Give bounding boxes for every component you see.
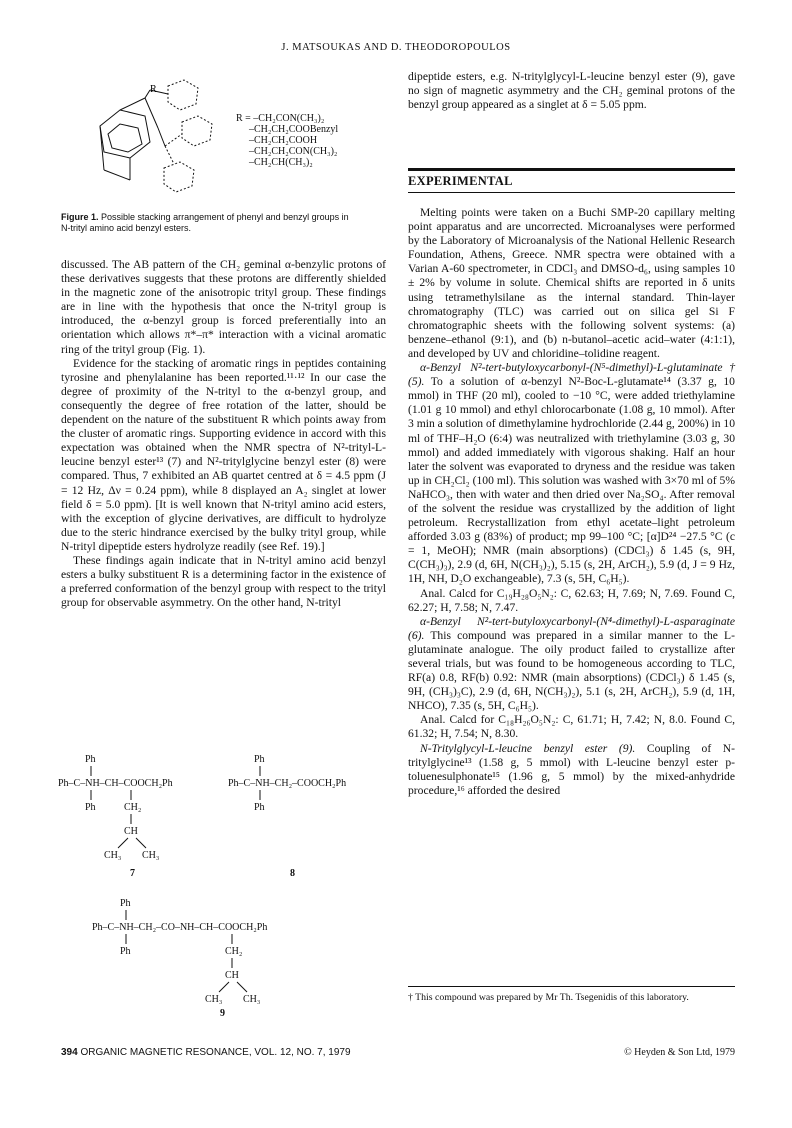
compound-title: α-Benzyl N²-tert-butyloxycarbonyl-(N⁵-dimethyl)-L-glutaminate† (5). [408,361,735,389]
ch3-label: CH₃ [142,850,160,861]
ph-label: Ph [120,946,131,957]
compound-title: α-Benzyl N²-tert-butyloxycarbonyl-(N⁴-dimethyl)-L-asparaginate (6). [408,614,735,642]
ph-label: Ph [85,754,96,765]
copyright: © Heyden & Son Ltd, 1979 [624,1047,735,1058]
ch-label: CH [225,970,239,981]
compound-title: N-Tritylglycyl-L-leucine benzyl ester (9). [420,741,636,755]
paragraph: These findings again indicate that in N-trityl amino acid benzyl esters a bulky substituent R is a determining factor in the existence of a preferred conformation of the benzyl group with respect to the trityl group for observable asymmetry. On the other hand, N-trityl [61,553,386,610]
ch2-label: CH₂ [225,946,243,957]
paragraph: Melting points were taken on a Buchi SMP-20 capillary melting point apparatus and are uncorrected. Microanalyses were performed by the Laboratory of Microanalysis of the National Hellenic Research Foundation, Athens, Greece. NMR spectra were obtained with a Varian A-60 spectrometer, in CDCl₃ and DMSO-d₆, using samples 10 ± 2% by volume in solute. Chemical shifts are reported in δ units using tetramethylsilane as the internal standard. Thin-layer chromatography (TLC) was carried out on silica gel Si F chromatographic sheets with the following solvent systems: (a) benzene–ethanol (9:1), and (b) n-butanol–acetic acid–water (4:1:1), and developed by UV and chloridine–tolidine reagent. [408,206,735,360]
ch2-label: CH₂ [124,802,142,813]
heading-experimental: EXPERIMENTAL [408,174,513,188]
page-number: 394 [61,1047,78,1058]
ph-label: Ph [254,802,265,813]
ch3-label: CH₃ [205,994,223,1005]
structure-7-backbone: Ph–C–NH–CH–COOCH₂Ph [58,778,173,789]
paragraph: Anal. Calcd for C₁₈H₂₆O₅N₂: C, 61.71; H, 7.42; N, 8.0. Found C, 61.32; H, 7.54; N, 8.30. [408,713,735,741]
right-column-top [408,70,735,112]
footnote: † This compound was prepared by Mr Th. Tsegenidis of this laboratory. [408,986,735,1004]
paragraph: discussed. The AB pattern of the CH₂ geminal α-benzylic protons of these derivatives suggests that these protons are differently shielded in the magnetic zone of the anisotropic trityl group. These findings are in line with the hypothesis that once the N-trityl group is introduced, the α-benzyl group is forced preferentially into an orientation which allows π*–π* interaction with a vicinal aromatic ring of the trityl group (Fig. 1). [61,258,386,356]
r-label: R [150,84,157,95]
ch-label: CH [124,826,138,837]
paragraph: Evidence for the stacking of aromatic rings in peptides containing tyrosine and phenylalanine has been reported.¹¹·¹² In our case the degree of proximity of the N-trityl to the α-benzyl group, and consequently the degree of free rotation of the latter, should be dependent on the nature of the substituent R which points away from the cluster of aromatic rings. Supporting evidence in accord with this expectation was obtained when the NMR spectra of N²-trityl-L-leucine benzyl ester¹³ (7) and N²-tritylglycine benzyl ester (8) were compared. Thus, 7 exhibited an AB quartet centred at δ = 4.5 ppm (J = 12 Hz, Δν = 0.24 ppm), while 8 displayed an A₂ singlet at lower field δ = 5.0 ppm). [It is well known that N-trityl amino acid esters, with the exception of glycine derivatives, are difficult to hydrolyze due to the steric hindrance exercised by the bulky trityl group, while N-trityl dipeptide esters hydrolyze readily (see Ref. 19).] [61,356,386,553]
running-head: J. MATSOUKAS AND D. THEODOROPOULOS [281,42,511,53]
paragraph: Anal. Calcd for C₁₉H₂₈O₅N₂: C, 62.63; H, 7.69; N, 7.69. Found C, 62.27; H, 7.58; N, 7.47. [408,586,735,614]
figure-1-stacking-diagram [90,70,230,205]
paragraph: N-Tritylglycyl-L-leucine benzyl ester (9). Coupling of N-tritylglycine¹³ (1.58 g, 5 mmol) with L-leucine benzyl ester p-toluenesulphonate¹⁵ (1.96 g, 5 mmol) by the mixed-anhydride procedure,¹⁶ afforded the desired [408,741,735,797]
structures-7-8 [58,752,388,882]
compound-9-number: 9 [220,1008,225,1016]
section-heading [408,168,735,193]
ch3-label: CH₃ [104,850,122,861]
r-substituent-list: R = –CH₂CON(CH₃)₂ –CH₂CH₂COOBenzyl –CH₂CH₂COOH –CH₂CH₂CON(CH₃)₂ –CH₂CH(CH₃)₂ [236,113,339,168]
structure-9-backbone: Ph–C–NH–CH₂–CO–NH–CH–COOCH₂Ph [92,922,268,933]
paragraph: α-Benzyl N²-tert-butyloxycarbonyl-(N⁴-dimethyl)-L-asparaginate (6). This compound was prepared in a similar manner to the L-glutaminate analogue. The oily product failed to crystallize after several trials, but was found to be homogeneous according to TLC, RF(a) 0.8, RF(b) 0.92: NMR (main absorptions) (CDCl₃) δ 1.45 (s, 9H, (CH₃)₃C), 2.9 (d, 6H, N(CH₃)₂), 5.1 (s, 2H, ArCH₂), 5.9 (d, 1H, NHCO), 7.35 (s, 5H, C₆H₅). [408,614,735,713]
ph-label: Ph [120,898,131,909]
compound-8-number: 8 [290,868,295,879]
ph-label: Ph [85,802,96,813]
left-column [61,258,386,610]
page-footer-journal: 394 ORGANIC MAGNETIC RESONANCE, VOL. 12, NO. 7, 1979 [61,1047,351,1058]
structure-8-backbone: Ph–C–NH–CH₂–COOCH₂Ph [228,778,347,789]
structure-9 [90,896,390,1016]
ch3-label: CH₃ [243,994,261,1005]
paragraph: dipeptide esters, e.g. N-tritylglycyl-L-leucine benzyl ester (9), gave no sign of magnetic asymmetry and the CH₂ geminal protons of the benzyl group appeared as a singlet at δ = 5.05 ppm. [408,70,735,112]
paragraph: α-Benzyl N²-tert-butyloxycarbonyl-(N⁵-dimethyl)-L-glutaminate† (5). To a solution of α-benzyl N²-Boc-L-glutamate¹⁴ (3.37 g, 10 mmol) in THF (20 ml), cooled to −10 °C, were added triethylamine (1.01 g 10 mmol) and ethyl chlorocarbonate (1.08 g, 10 mmol). After 3 min a solution of dimethylamine hydrochloride (2.44 g, 200%) in 10 ml of THF–H₂O (6:4) was neutralized with triethylamine (3.03 g, 30 mmol) and added immediately with vigorous shaking. Half an hour later the solvent was evaporated to dryness and the residue was taken up in CH₂Cl₂ (100 ml). This solution was washed with 3×70 ml of 5% NaHCO₃, then with water and then dried over Na₂SO₄. After removal of the solvent the residue was crystallized by the addition of light petroleum. Recrystallization from ethyl acetate–light petroleum afforded 3.03 g (83%) of product; mp 99–100 °C; [α]D²⁴ −27.5 °C (c = 1, MeOH); NMR (main absorptions) (CDCl₃) δ 1.45 (s, 9H, C(CH₃)₃), 2.9 (d, 6H, N(CH₃)₂), 5.15 (s, 2H, ArCH₂), 5.9 (d, J = 9 Hz, 1H, NH, D₂O exchangeable), 7.3 (s, 5H, C₆H₅). [408,361,735,586]
figure-caption: Figure 1. Possible stacking arrangement of phenyl and benzyl groups in N-trityl amino acid benzyl esters. [61,212,349,233]
right-column-body [408,206,735,798]
compound-7-number: 7 [130,868,135,879]
ph-label: Ph [254,754,265,765]
